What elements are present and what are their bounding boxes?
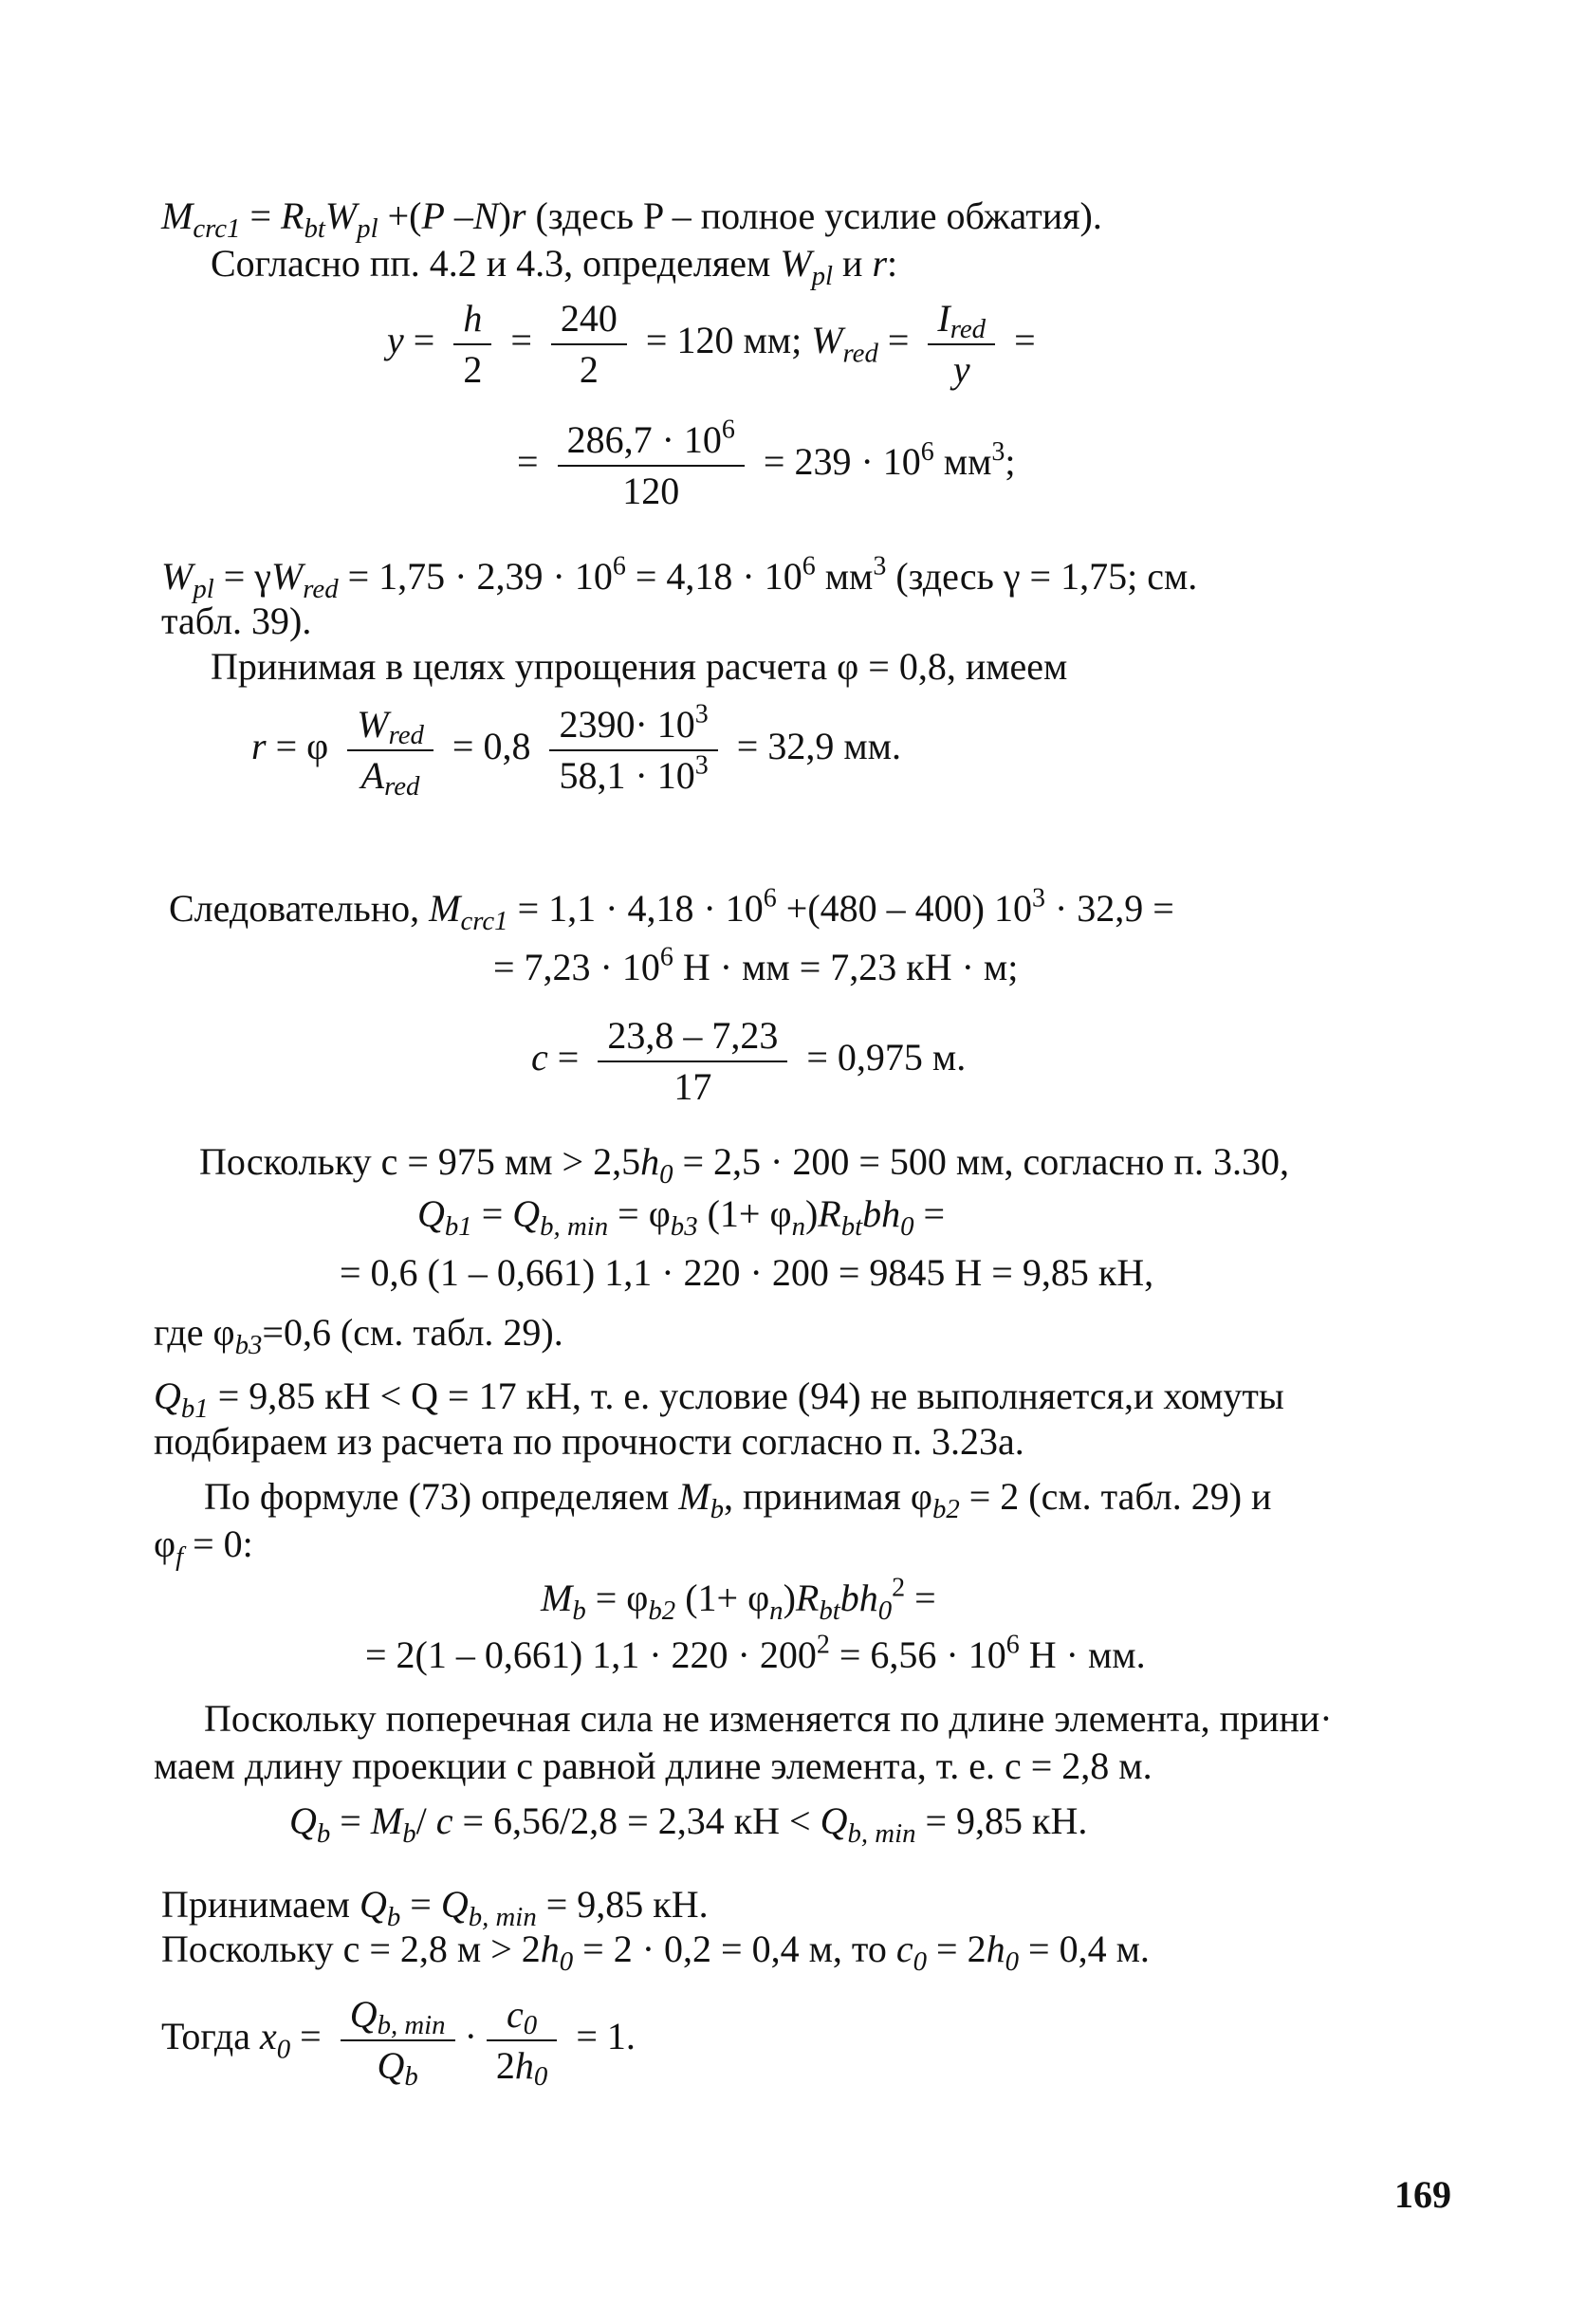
fraction: $\frac{2390\cdot 10^3}{58,1 \cdot 10^3}$ <box>549 706 717 795</box>
text-line: $\varphi_f = 0$: <box>154 1522 253 1573</box>
formula-y-wred: y = $\frac{h}{2}$ = $\frac{240}{2}$ = 120 мм; $W_{red}$ = $\frac{I_{red}}{y}$ = <box>387 297 1036 391</box>
page-number: 169 <box>1394 2173 1451 2216</box>
formula-qb1: $Q_{b1} = Q_{b, min} = \varphi_{b3}$ $(1+ \varphi_n)R_{bt}bh_0$ = <box>417 1192 946 1243</box>
text-line: маем длину проекции c равной длине элемента, т. е. c = 2,8 м. <box>154 1744 1153 1787</box>
fraction: $\frac{h}{2}$ <box>453 300 491 389</box>
text-l1: (здесь P – полное усилие обжатия). <box>535 194 1102 237</box>
formula-line: = $7,23 \cdot 10^6$ Н · мм = 7,23 кН · м; <box>493 942 1019 988</box>
text-line: Поскольку c = 2,8 $м > 2h_0 = 2 \cdot 0,2 = 0,4$ м, то $c_0 = 2h_0 = 0,4$ м. <box>161 1927 1150 1978</box>
formula-qb: $Q_b = M_b/$ c = 6,56/2,8 = 2,34 кН < $Q_{b, min} = 9,85$ кН. <box>289 1799 1088 1850</box>
formula-line: = 0,6 (1 – 0,661) 1,1 · 220 · 200 = 9845 Н = 9,85 кН, <box>340 1251 1154 1294</box>
formula-x0: Тогда $x_0$ = $\frac{Q_{b, min}}{Q_b}$ · $\frac{c_0}{2h_0}$ = 1. <box>161 1993 636 2093</box>
fraction: $\frac{c_0}{2h_0}$ <box>487 1996 557 2085</box>
text-line: подбираем из расчета по прочности согласно п. 3.23а. <box>154 1420 1024 1463</box>
text-line: где $\varphi_{b3}=0,6$ (см. табл. 29). <box>154 1311 563 1361</box>
formula-r: r = φ $\frac{W_{red}}{A_{red}}$ = 0,8 $\frac{2390\cdot 10^3}{58,1 \cdot 10^3}$ = 32,9 мм. <box>251 699 901 802</box>
fraction: $\frac{23,8 - 7,23}{17}$ <box>598 1017 787 1106</box>
formula-wpl: $W_{pl} = \gamma W_{red} = 1,75 \cdot 2,39 \cdot 10^6 = 4,18 \cdot 10^6$ $мм^3$ (здесь γ = 1,75; см. <box>161 551 1198 605</box>
text-line: табл. 39). <box>161 599 312 642</box>
formula-wred-value: = $\frac{286,7 \cdot 10^6}{120}$ = $239 \cdot 10^6$ $мм^3$; <box>517 415 1016 512</box>
formula-c: c = $\frac{23,8 - 7,23}{17}$ = 0,975 м. <box>531 1014 967 1108</box>
fraction: $\frac{240}{2}$ <box>551 300 627 389</box>
text-line: Поскольку поперечная сила не изменяется по длине элемента, прини· <box>204 1697 1333 1740</box>
formula-mb: $M_b = \varphi_{b2}$ $(1+ \varphi_n)R_{bt}bh_0^2$ = <box>541 1573 936 1627</box>
fraction: $\frac{286,7 \cdot 10^6}{120}$ <box>558 421 745 510</box>
text-line: Принимая в целях упрощения расчета φ = 0,8, имеем <box>211 645 1068 688</box>
text-line: Согласно пп. 4.2 и 4.3, определяем $W_{pl}$ и r: <box>211 242 898 292</box>
text-line: По формуле (73) определяем $M_b$, принимая $\varphi_{b2} = 2$ (см. табл. 29) и <box>204 1475 1272 1525</box>
fraction: $\frac{W_{red}}{A_{red}}$ <box>347 706 433 795</box>
formula-mcrc1: $M_{crc1} = R_{bt}W_{pl} +(P$ –N)r (здесь P – полное усилие обжатия). <box>161 194 1102 245</box>
formula-mcrc1-value: Следовательно, $M_{crc1} = 1,1 \cdot 4,18 \cdot 10^6 +(480 - 400) 10^3 \cdot 32,9$ = <box>169 883 1174 937</box>
text-line: $Q_{b1} = 9,85$ кН < Q = 17 кН, т. е. условие (94) не выполняется,и хомуты <box>154 1374 1284 1425</box>
fraction: $\frac{Q_{b, min}}{Q_b}$ <box>341 1996 455 2085</box>
text-line: Поскольку c = 975 мм > $2,5h_0 = 2,5 \cdot 200 = 500$ мм, согласно п. 3.30, <box>199 1140 1289 1190</box>
text-line: Принимаем $Q_b = Q_{b, min} = 9,85$ кН. <box>161 1883 709 1933</box>
fraction: $\frac{I_{red}}{y}$ <box>928 300 995 389</box>
formula-line: = 2(1 – 0,661) $1,1 \cdot 220 \cdot 200^2 = 6,56 \cdot 10^6$ Н · мм. <box>365 1630 1146 1676</box>
